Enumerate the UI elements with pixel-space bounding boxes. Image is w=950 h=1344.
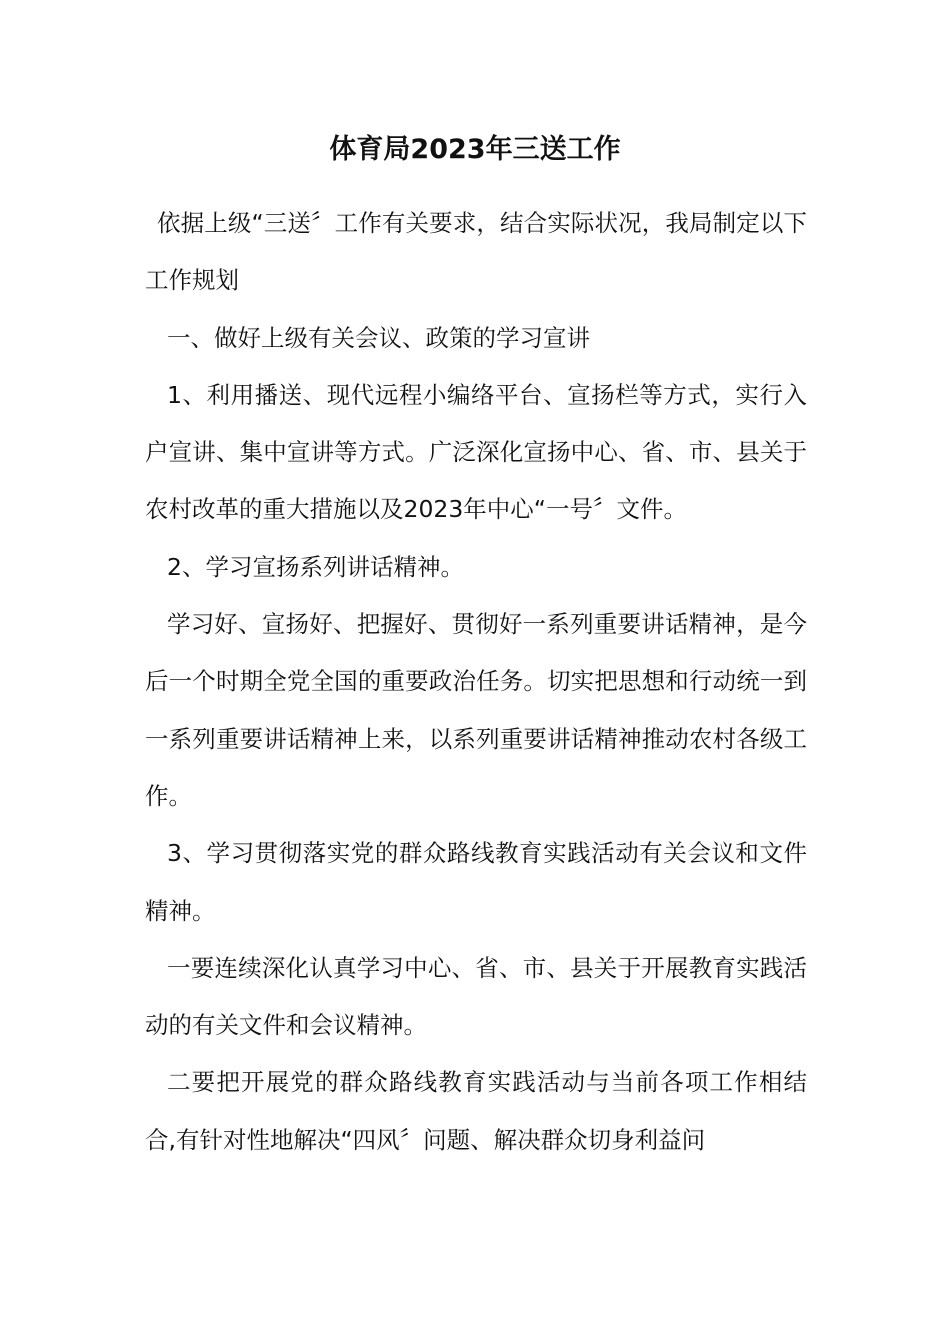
paragraph-item-2: 2、学习宣扬系列讲话精神。	[167, 552, 464, 581]
document-title: 体育局2023年三送工作	[329, 134, 621, 165]
paragraph-item-3-point-2: 二要把开展党的群众路线教育实践活动与当前各项工作相结合,有针对性地解决“四风〞问题、解决群众切身利益问	[145, 1068, 807, 1154]
paragraph-item-2-detail: 学习好、宣扬好、把握好、贯彻好一系列重要讲话精神，是今后一个时期全党全国的重要政治任务。切实把思想和行动统一到一系列重要讲话精神上来，以系列重要讲话精神推动农村各级工作。	[145, 610, 807, 810]
paragraph-item-3: 3、学习贯彻落实党的群众路线教育实践活动有关会议和文件精神。	[145, 839, 807, 925]
paragraph-item-3-point-1: 一要连续深化认真学习中心、省、市、县关于开展教育实践活动的有关文件和会议精神。	[145, 953, 807, 1040]
paragraph-section-1-heading: 一、做好上级有关会议、政策的学习宣讲	[167, 323, 590, 352]
paragraph-intro: 依据上级“三送〞工作有关要求，结合实际状况，我局制定以下工作规划	[145, 209, 807, 295]
document-body	[145, 195, 807, 1169]
paragraph-item-1: 1、利用播送、现代远程小编络平台、宣扬栏等方式，实行入户宣讲、集中宣讲等方式。广泛深化宣扬中心、省、市、县关于农村改革的重大措施以及2023年中心“一号〞文件。	[145, 380, 807, 524]
